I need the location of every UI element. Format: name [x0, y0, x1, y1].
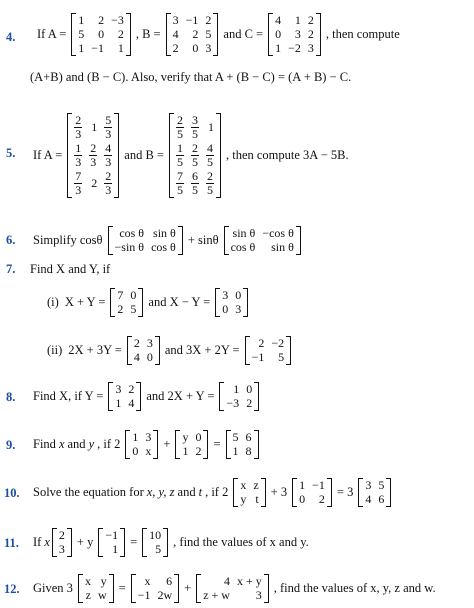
bracket-right [163, 528, 168, 557]
matrix-cell: −1 [185, 12, 199, 27]
equation-text: and X − Y = [148, 294, 211, 309]
matrix-cell: sin θ [232, 225, 256, 240]
matrix-b [169, 113, 221, 198]
matrix-cell: z [85, 587, 91, 602]
matrix-cell: 1 [299, 477, 306, 492]
denominator: 3 [105, 182, 112, 197]
matrix-cell: 3 [235, 301, 242, 316]
question-text: and B = [124, 147, 164, 162]
question-text: , then compute 3A − 5B. [225, 147, 349, 162]
matrix-cell: 3 [365, 477, 372, 492]
matrix [127, 336, 160, 365]
bracket-right [296, 226, 301, 255]
matrix-cell [191, 170, 199, 197]
matrix-cell: 2 [117, 26, 124, 41]
matrix-cell: 4 [365, 491, 372, 506]
equation-text: and 3X + 2Y = [164, 342, 240, 357]
matrix-cell: 4 [133, 349, 140, 364]
operator: + 3 [270, 484, 288, 499]
numerator: 1 [75, 140, 82, 155]
matrix-cell: 1 [91, 119, 98, 134]
matrix-cell: 2 [98, 12, 105, 27]
numerator: 1 [176, 140, 183, 155]
matrix-b [166, 13, 219, 56]
matrix-cell [176, 114, 184, 141]
question-number: 7. [6, 262, 16, 276]
matrix-cell: −1 [251, 349, 265, 364]
question-text: and 2X + Y = [146, 388, 215, 403]
matrix-cell: 6 [245, 429, 252, 444]
matrix-cell: 1 [294, 12, 301, 27]
question-number: 11. [4, 536, 19, 550]
question-text: and [177, 484, 196, 499]
matrix-cell: 1 [275, 40, 282, 55]
matrix-cell: 5 [78, 26, 85, 41]
matrix-cell: 6 [378, 491, 385, 506]
operator: = [130, 534, 138, 549]
numerator: 2 [191, 140, 198, 155]
matrix-cell: cos θ [151, 239, 176, 254]
matrix-cell [74, 114, 82, 141]
denominator: 5 [191, 182, 198, 197]
matrix [175, 430, 208, 459]
matrix-cell: 0 [192, 40, 199, 55]
matrix-cell: 1 [207, 119, 214, 134]
matrix-cell: 3 [145, 429, 152, 444]
matrix-rotation-2 [224, 226, 301, 255]
denominator: 3 [105, 126, 112, 141]
matrix-cell: 4 [128, 395, 135, 410]
matrix-cell: −2 [288, 40, 301, 55]
numerator: 2 [206, 168, 213, 183]
matrix-cell: −3 [111, 12, 124, 27]
matrix-cell [104, 170, 112, 197]
matrix-cell: 0 [195, 429, 202, 444]
matrix [226, 430, 259, 459]
bracket-right [203, 430, 208, 459]
matrix [110, 288, 143, 317]
numerator: 7 [75, 168, 82, 183]
matrix-cell: 2 [258, 335, 265, 350]
matrix-cell [104, 142, 112, 169]
matrix-cell: 2 [117, 301, 124, 316]
matrix-cell: 2 [58, 527, 65, 542]
matrix-cell: z [253, 477, 259, 492]
question-text: and C = [223, 26, 264, 41]
matrix-cell: 4 [172, 26, 179, 41]
matrix-cell: x [240, 477, 247, 492]
matrix-cell: w [97, 587, 107, 602]
operator: + [184, 580, 192, 595]
matrix-cell: 4 [223, 573, 230, 588]
denominator: 3 [75, 154, 82, 169]
matrix-cell: 7 [117, 287, 124, 302]
matrix-cell: 8 [245, 443, 252, 458]
bracket-right [138, 288, 143, 317]
denominator: 3 [75, 126, 82, 141]
matrix-cell: t [255, 491, 259, 506]
matrix-c [268, 13, 321, 56]
matrix-cell: 5 [378, 477, 385, 492]
matrix-cell: 0 [98, 26, 105, 41]
numerator: 3 [191, 112, 198, 127]
bracket-right [216, 113, 221, 198]
operator: = 3 [336, 484, 354, 499]
part-label: (ii) [47, 342, 63, 357]
matrix-cell: 10 [149, 527, 162, 542]
matrix-cell [191, 142, 199, 169]
matrix-cell: z + w [203, 587, 230, 602]
denominator: 5 [176, 182, 183, 197]
matrix [292, 478, 332, 507]
matrix-cell: x + y [236, 573, 262, 588]
bracket-right [178, 226, 183, 255]
question-text: Find [33, 436, 56, 451]
matrix-cell: 2 [205, 12, 212, 27]
matrix-cell: −1 [312, 477, 325, 492]
question-text: Simplify cosθ [33, 232, 103, 247]
bracket-right [114, 113, 119, 198]
operator: = [213, 436, 221, 451]
matrix-cell: 2 [195, 443, 202, 458]
numerator: 7 [176, 168, 183, 183]
matrix-cell: 2w [157, 587, 173, 602]
matrix-cell: −1 [91, 40, 105, 55]
bracket-right [120, 528, 125, 557]
matrix-cell [74, 170, 82, 197]
matrix-cell: 5 [205, 26, 212, 41]
matrix-cell: 0 [299, 491, 306, 506]
numerator: 2 [105, 168, 112, 183]
bracket-right [213, 13, 218, 56]
question-text: , if 2 [97, 436, 121, 451]
question-text: , find the values of x and y. [173, 534, 309, 549]
matrix [219, 382, 259, 411]
question-number: 9. [6, 438, 16, 452]
variables: x, y, z [146, 484, 175, 499]
matrix-cell: −1 [137, 587, 151, 602]
denominator: 5 [176, 154, 183, 169]
matrix-cell: −sin θ [114, 239, 145, 254]
matrix-cell: y [182, 429, 189, 444]
matrix-y [108, 382, 141, 411]
bracket-right [126, 13, 131, 56]
matrix-cell: 5 [155, 541, 162, 556]
matrix-cell: cos θ [119, 225, 145, 240]
operator: + y [76, 534, 94, 549]
matrix-cell: 5 [232, 429, 239, 444]
matrix-cell: 0 [235, 287, 242, 302]
matrix-cell: 2 [128, 381, 135, 396]
vector [52, 528, 72, 557]
matrix-cell: 3 [172, 12, 179, 27]
question-number: 6. [6, 233, 16, 247]
matrix-cell: 3 [115, 381, 122, 396]
equation-text: 2X + 3Y = [68, 342, 122, 357]
denominator: 5 [191, 154, 198, 169]
matrix-cell [176, 142, 184, 169]
matrix-cell: cos θ [230, 239, 256, 254]
numerator: 5 [105, 112, 112, 127]
matrix-cell: 1 [78, 12, 85, 27]
numerator: 4 [105, 140, 112, 155]
matrix-a [71, 13, 131, 56]
matrix-cell [206, 170, 214, 197]
bracket-right [174, 574, 179, 603]
question-text: Solve the equation for [33, 484, 144, 499]
denominator: 5 [206, 154, 213, 169]
question-text: + sinθ [187, 232, 219, 247]
variable-t: t [198, 484, 203, 499]
question-text: , if 2 [205, 484, 229, 499]
variable-y: y [88, 436, 95, 451]
matrix [215, 288, 248, 317]
bracket-right [254, 430, 259, 459]
part-label: (i) [47, 294, 59, 309]
question-number: 12. [4, 582, 20, 596]
matrix-cell: 4 [275, 12, 282, 27]
matrix-cell [104, 114, 112, 141]
matrix-cell: 0 [275, 26, 282, 41]
matrix-cell: 1 [233, 381, 240, 396]
matrix-cell: 1 [232, 443, 239, 458]
operator: = [118, 580, 126, 595]
matrix-cell: 3 [255, 587, 262, 602]
matrix-cell: −3 [226, 395, 240, 410]
vector [142, 528, 168, 557]
matrix-cell: −1 [105, 527, 119, 542]
matrix-cell: 0 [132, 443, 139, 458]
matrix-cell: 0 [246, 381, 253, 396]
numerator: 6 [191, 168, 198, 183]
matrix [78, 574, 114, 603]
question-number: 4. [6, 30, 16, 44]
bracket-right [254, 382, 259, 411]
bracket-right [286, 336, 291, 365]
question-text: Given 3 [33, 580, 73, 595]
matrix [233, 478, 265, 507]
matrix [245, 336, 292, 365]
bracket-right [136, 382, 141, 411]
question-text-line2: (A+B) and (B − C). Also, verify that A + (B − C) = (A + B) − C. [30, 70, 352, 84]
bracket-right [264, 574, 269, 603]
bracket-right [153, 430, 158, 459]
question-text: If A = [33, 147, 63, 162]
matrix-a [67, 113, 119, 198]
vector [98, 528, 125, 557]
bracket-right [155, 336, 160, 365]
matrix-cell [191, 114, 199, 141]
question-text: , B = [135, 26, 161, 41]
bracket-right [109, 574, 114, 603]
numerator: 2 [90, 140, 97, 155]
matrix-cell [176, 170, 184, 197]
matrix-cell: sin θ [153, 225, 176, 240]
operator: + [163, 436, 171, 451]
bracket-right [243, 288, 248, 317]
matrix-cell: x [144, 573, 151, 588]
matrix-cell: 2 [133, 335, 140, 350]
matrix-cell: y [100, 573, 107, 588]
bracket-right [67, 528, 72, 557]
matrix-cell [74, 142, 82, 169]
matrix-cell: −cos θ [262, 225, 294, 240]
matrix-cell: 3 [58, 541, 65, 556]
question-number: 8. [6, 390, 16, 404]
matrix-cell: x [84, 573, 91, 588]
matrix-cell: x [145, 443, 152, 458]
question-text: If [33, 534, 42, 549]
matrix-cell: 3 [205, 40, 212, 55]
matrix [196, 574, 269, 603]
matrix-cell: 2 [307, 26, 314, 41]
question-text: Find X and Y, if [30, 262, 111, 276]
matrix-cell: 3 [294, 26, 301, 41]
matrix [131, 574, 179, 603]
matrix-cell: 0 [222, 301, 229, 316]
matrix-cell: 2 [172, 40, 179, 55]
matrix-cell: −2 [271, 335, 285, 350]
question-number: 5. [6, 146, 16, 160]
question-text: , then compute [325, 26, 400, 41]
matrix-cell: 0 [130, 287, 137, 302]
matrix-cell: 3 [307, 40, 314, 55]
denominator: 5 [206, 182, 213, 197]
matrix-cell: 1 [78, 40, 85, 55]
matrix-cell: sin θ [271, 239, 294, 254]
variable-x: x [44, 534, 50, 549]
matrix-cell [89, 142, 97, 169]
numerator: 2 [176, 112, 183, 127]
variable-x: x [58, 436, 65, 451]
matrix-cell: y [240, 491, 247, 506]
matrix-cell: 1 [182, 443, 189, 458]
matrix-cell: 1 [117, 40, 124, 55]
question-text: and [67, 436, 86, 451]
question-text: Find X, if Y = [33, 388, 104, 403]
matrix [358, 478, 391, 507]
bracket-right [327, 478, 332, 507]
matrix-cell: 6 [166, 573, 173, 588]
matrix [125, 430, 158, 459]
denominator: 3 [75, 182, 82, 197]
matrix-rotation-1 [108, 226, 183, 255]
matrix-cell: 1 [115, 395, 122, 410]
matrix-cell: 2 [318, 491, 325, 506]
question-text: , find the values of x, y, z and w. [273, 580, 436, 595]
denominator: 5 [176, 126, 183, 141]
matrix-cell: 1 [132, 429, 139, 444]
matrix-cell: 2 [246, 395, 253, 410]
matrix-cell: 5 [130, 301, 137, 316]
matrix-cell: 2 [91, 175, 98, 190]
denominator: 3 [105, 154, 112, 169]
equation-text: X + Y = [64, 294, 106, 309]
matrix-cell: 3 [222, 287, 229, 302]
matrix-cell: 2 [307, 12, 314, 27]
matrix-cell: 3 [146, 335, 153, 350]
bracket-right [316, 13, 321, 56]
matrix-cell: 0 [146, 349, 153, 364]
matrix-cell: 5 [278, 349, 285, 364]
bracket-right [261, 478, 266, 507]
denominator: 3 [90, 154, 97, 169]
matrix-cell: 2 [192, 26, 199, 41]
question-text: If A = [37, 26, 67, 41]
denominator: 5 [191, 126, 198, 141]
bracket-right [386, 478, 391, 507]
matrix-cell [206, 142, 214, 169]
numerator: 2 [75, 112, 82, 127]
matrix-cell: 1 [112, 541, 119, 556]
numerator: 4 [206, 140, 213, 155]
question-number: 10. [4, 486, 20, 500]
